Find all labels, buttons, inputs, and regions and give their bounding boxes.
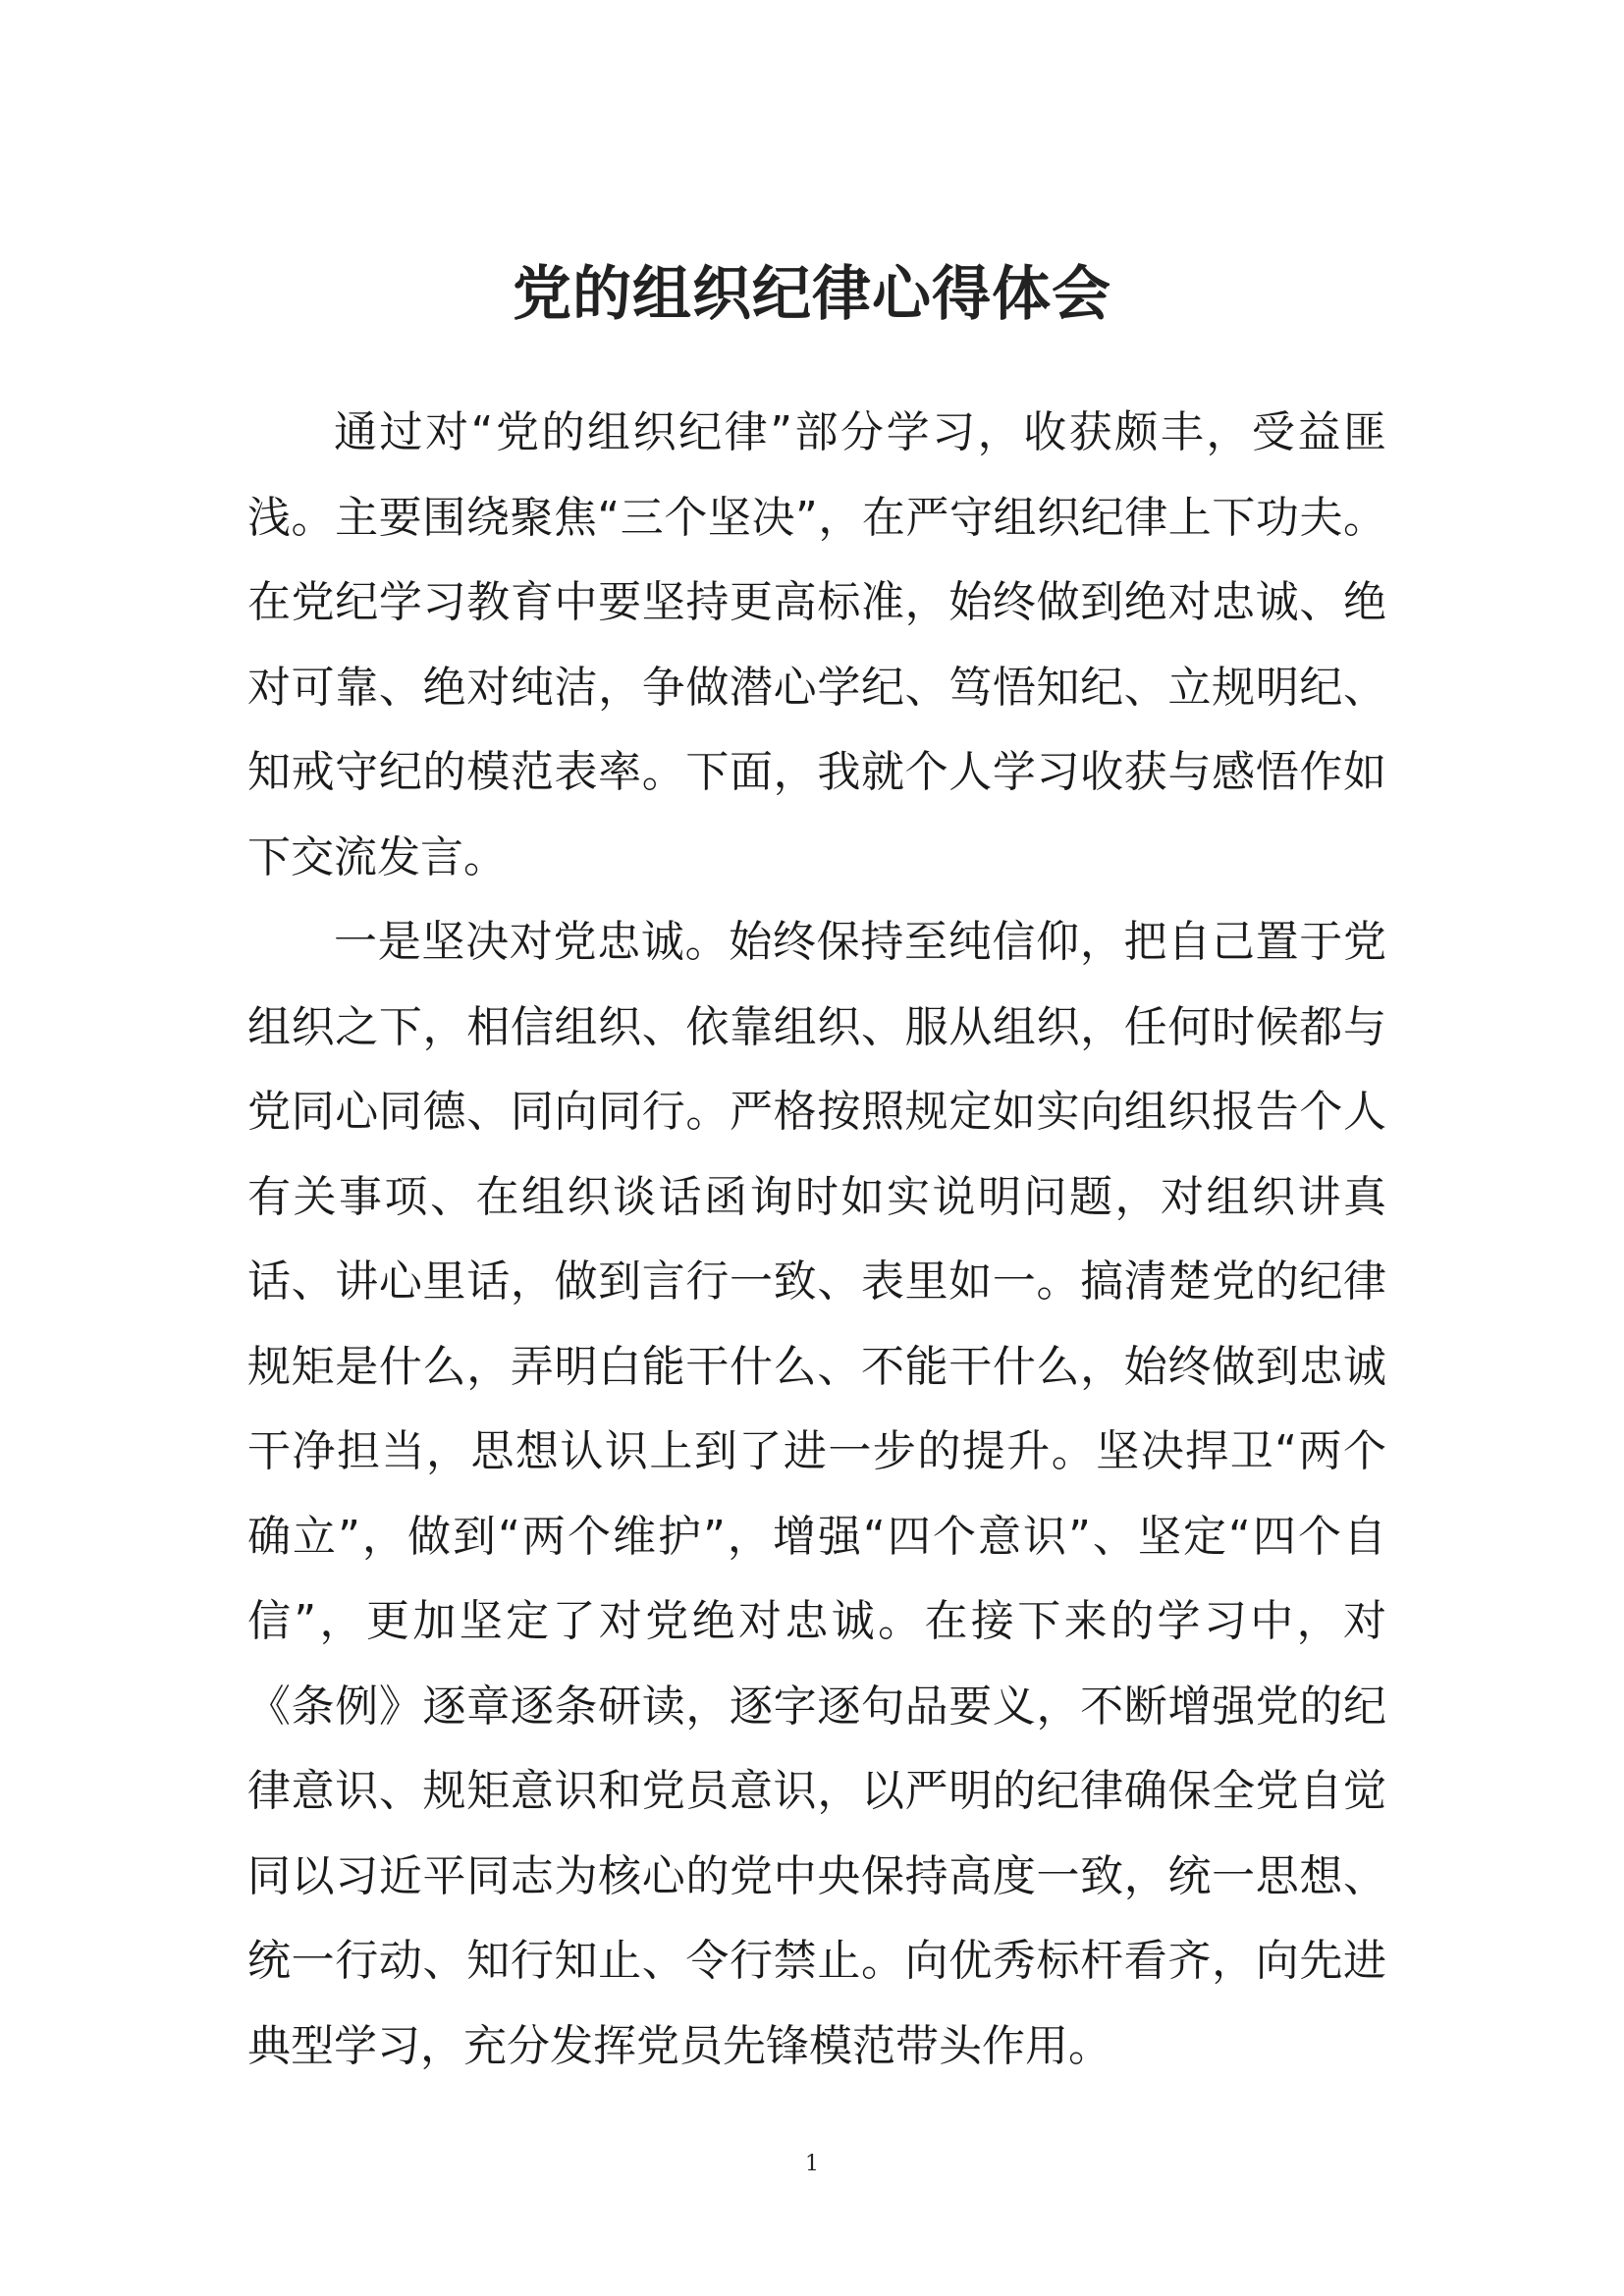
paragraph-loyalty: 一是坚决对党忠诚。始终保持至纯信仰，把自己置于党组织之下，相信组织、依靠组织、服从组织，任何时候都与党同心同德、同向同行。严格按照规定如实向组织报告个人有关事项、在组织谈话函询时如实说明问题，对组织讲真话、讲心里话，做到言行一致、表里如一。搞清楚党的纪律规矩是什么，弄明白能干什么、不能干什么，始终做到忠诚干净担当，思想认识上到了进一步的提升。坚决捍卫“两个确立”，做到“两个维护”，增强“四个意识”、坚定“四个自信”，更加坚定了对党绝对忠诚。在接下来的学习中，对《条例》逐章逐条研读，逐字逐句品要义，不断增强党的纪律意识、规矩意识和党员意识，以严明的纪律确保全党自觉同以习近平同志为核心的党中央保持高度一致，统一思想、统一行动、知行知止、令行禁止。向优秀标杆看齐，向先进典型学习，充分发挥党员先锋模范带头作用。	[247, 917, 1386, 2071]
page-number: 1	[805, 2152, 819, 2176]
document-body	[247, 391, 1386, 2089]
paragraph-intro: 通过对“党的组织纪律”部分学习，收获颇丰，受益匪浅。主要围绕聚焦“三个坚决”，在严守组织纪律上下功夫。在党纪学习教育中要坚持更高标准，始终做到绝对忠诚、绝对可靠、绝对纯洁，争做潜心学纪、笃悟知纪、立规明纪、知戒守纪的模范表率。下面，我就个人学习收获与感悟作如下交流发言。	[247, 407, 1386, 882]
document-title: 党的组织纪律心得体会	[513, 260, 1111, 330]
